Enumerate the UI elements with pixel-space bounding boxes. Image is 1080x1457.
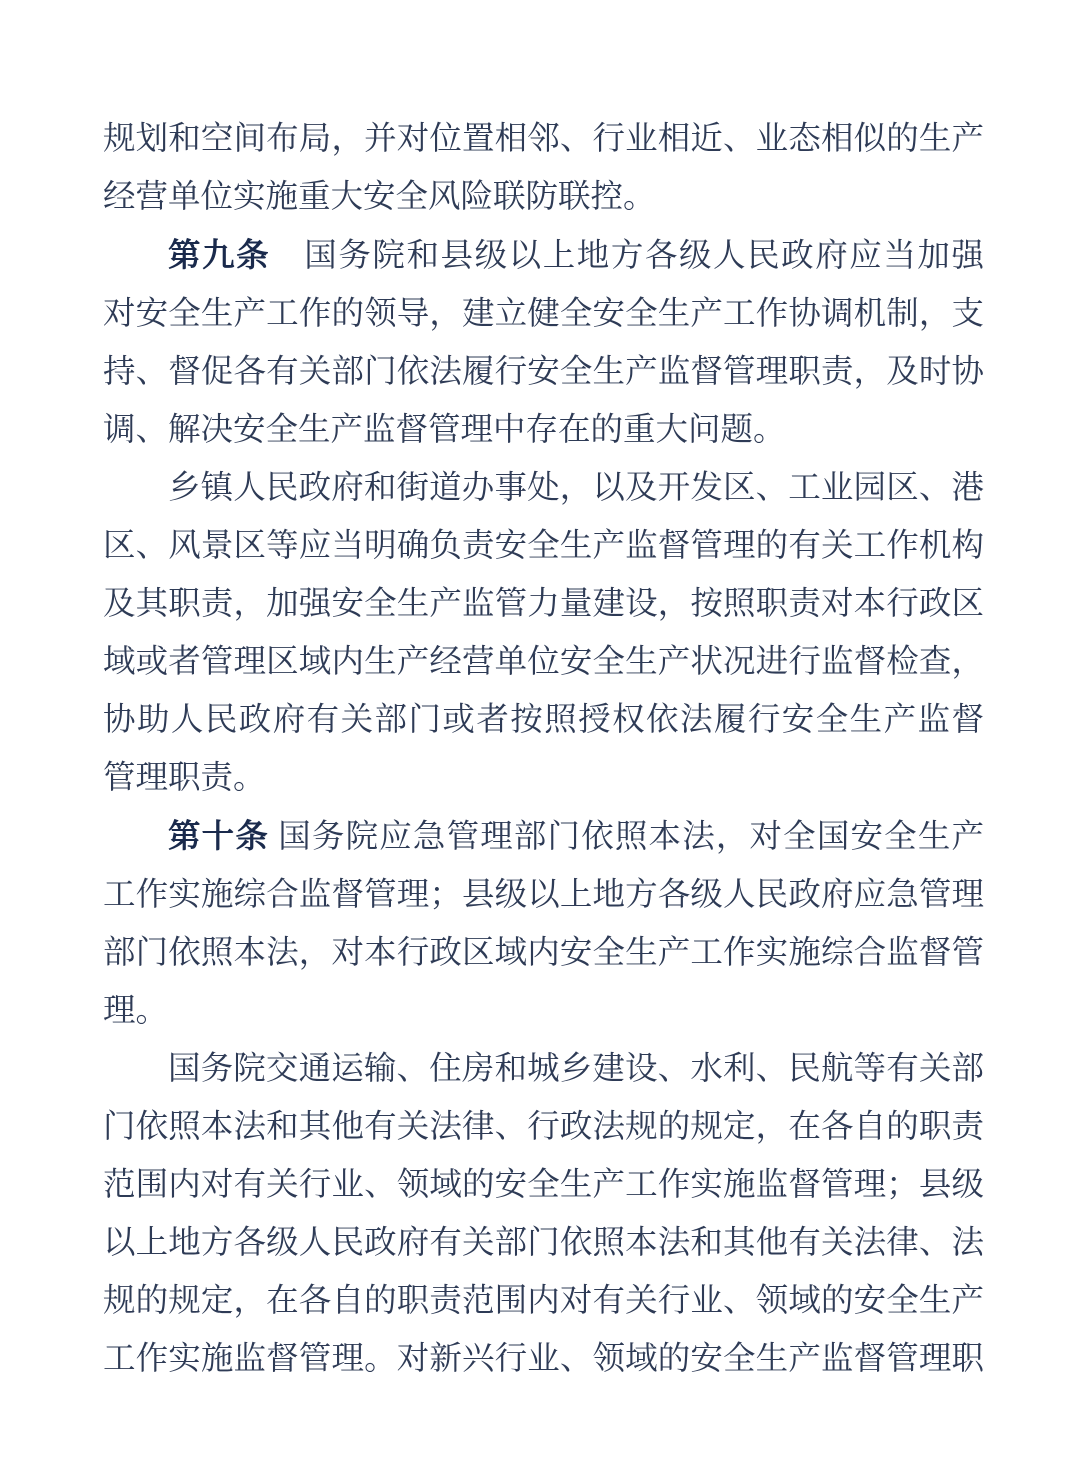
line-text: 规划和空间布局，并对位置相邻、行业相近、业态相似的生产 bbox=[103, 121, 984, 157]
line-text: 国务院交通运输、住房和城乡建设、水利、民航等有关部 bbox=[168, 1051, 984, 1087]
line-text: 及其职责，加强安全生产监管力量建设，按照职责对本行政区 bbox=[103, 586, 984, 622]
text-line bbox=[103, 749, 984, 807]
text-line bbox=[103, 1156, 984, 1214]
article-number: 第十条 bbox=[168, 818, 269, 854]
text-line bbox=[103, 401, 984, 459]
text-line bbox=[103, 168, 984, 226]
line-text: 区、风景区等应当明确负责安全生产监督管理的有关工作机构 bbox=[103, 528, 984, 564]
line-text: 国务院应急管理部门依照本法，对全国安全生产 bbox=[268, 819, 984, 855]
line-text: 工作实施监督管理。对新兴行业、领域的安全生产监督管理职 bbox=[103, 1341, 984, 1377]
text-line bbox=[103, 1040, 984, 1098]
text-line bbox=[103, 924, 984, 982]
text-line bbox=[103, 343, 984, 401]
text-line bbox=[103, 633, 984, 691]
line-text: 管理职责。 bbox=[103, 760, 266, 796]
line-text: 域或者管理区域内生产经营单位安全生产状况进行监督检查， bbox=[103, 644, 984, 680]
line-text: 部门依照本法，对本行政区域内安全生产工作实施综合监督管 bbox=[103, 935, 984, 971]
line-text: 持、督促各有关部门依法履行安全生产监督管理职责，及时协 bbox=[103, 354, 984, 390]
text-line bbox=[103, 1272, 984, 1330]
article-start-line bbox=[103, 226, 984, 285]
text-line bbox=[103, 285, 984, 343]
line-text: 调、解决安全生产监督管理中存在的重大问题。 bbox=[103, 412, 786, 448]
text-line bbox=[103, 575, 984, 633]
text-line bbox=[103, 459, 984, 517]
text-line bbox=[103, 1214, 984, 1272]
article-start-line bbox=[103, 807, 984, 866]
text-line bbox=[103, 982, 984, 1040]
text-line bbox=[103, 110, 984, 168]
line-text: 以上地方各级人民政府有关部门依照本法和其他有关法律、法 bbox=[103, 1225, 984, 1261]
line-text: 门依照本法和其他有关法律、行政法规的规定，在各自的职责 bbox=[103, 1109, 984, 1145]
text-line bbox=[103, 691, 984, 749]
article-number: 第九条 bbox=[168, 237, 271, 273]
line-text: 范围内对有关行业、领域的安全生产工作实施监督管理；县级 bbox=[103, 1167, 984, 1203]
text-line bbox=[103, 1330, 984, 1388]
line-text: 工作实施综合监督管理；县级以上地方各级人民政府应急管理 bbox=[103, 877, 984, 913]
line-text: 乡镇人民政府和街道办事处，以及开发区、工业园区、港 bbox=[168, 470, 984, 506]
line-text: 规的规定，在各自的职责范围内对有关行业、领域的安全生产 bbox=[103, 1283, 984, 1319]
line-text: 国务院和县级以上地方各级人民政府应当加强 bbox=[270, 238, 984, 274]
line-text: 对安全生产工作的领导，建立健全安全生产工作协调机制，支 bbox=[103, 296, 984, 332]
line-text: 协助人民政府有关部门或者按照授权依法履行安全生产监督 bbox=[103, 702, 984, 738]
line-text: 经营单位实施重大安全风险联防联控。 bbox=[103, 179, 656, 215]
text-line bbox=[103, 866, 984, 924]
line-text: 理。 bbox=[103, 993, 169, 1029]
text-line bbox=[103, 517, 984, 575]
legal-text-block bbox=[103, 110, 984, 1388]
text-line bbox=[103, 1098, 984, 1156]
